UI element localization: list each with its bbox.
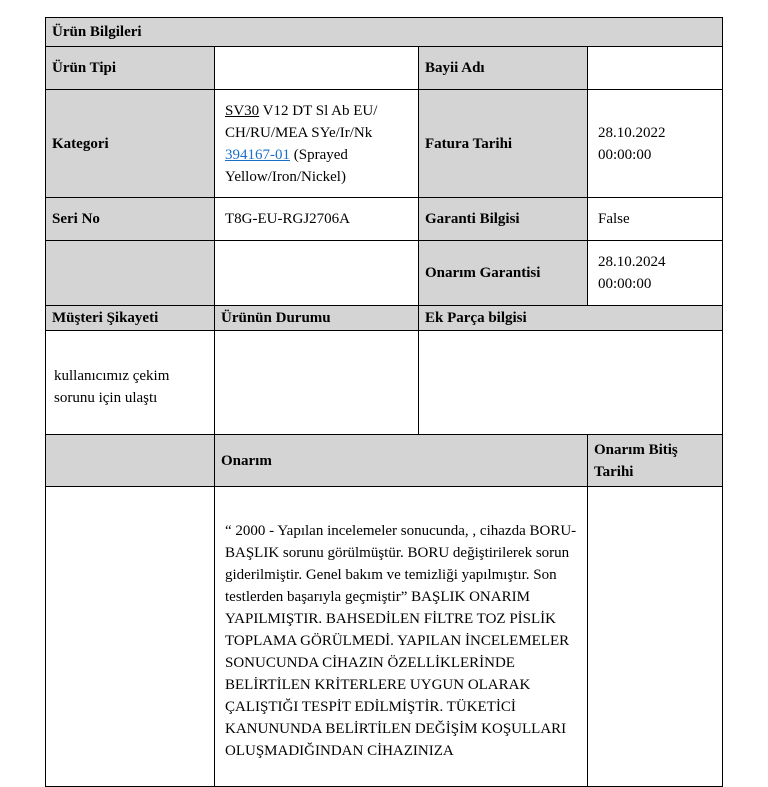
empty-header-cell: [46, 435, 215, 487]
product-info-table: [45, 17, 723, 787]
value-urun-tipi: [215, 47, 419, 90]
value-garanti-bilgisi: False: [588, 198, 723, 241]
label-kategori: Kategori: [46, 90, 215, 198]
value-onarim-bitis-tarihi: [588, 487, 723, 787]
value-fatura-tarihi: 28.10.2022 00:00:00: [588, 90, 723, 198]
value-bayii-adi: [588, 47, 723, 90]
label-fatura-tarihi: Fatura Tarihi: [419, 90, 588, 198]
label-garanti-bilgisi: Garanti Bilgisi: [419, 198, 588, 241]
label-bayii-adi: Bayii Adı: [419, 47, 588, 90]
label-onarim-garantisi: Onarım Garantisi: [419, 241, 588, 306]
label-onarim-bitis-tarihi: Onarım Bitiş Tarihi: [588, 435, 723, 487]
label-onarim: Onarım: [215, 435, 588, 487]
label-urunun-durumu: Ürünün Durumu: [215, 306, 419, 331]
section-title: Ürün Bilgileri: [46, 18, 723, 47]
value-kategori: [215, 90, 419, 198]
kategori-code: SV30: [225, 102, 260, 119]
value-musteri-sikayeti: kullanıcımız çekim sorunu için ulaştı: [46, 331, 215, 435]
value-urunun-durumu: [215, 331, 419, 435]
product-info-document: [45, 17, 722, 787]
value-onarim: “ 2000 - Yapılan incelemeler sonucunda, , cihazda BORU-BAŞLIK sorunu görülmüştür. BORU değiştirilerek sorun giderilmiştir. Genel bakım ve temizliği yapılmıştır. Son testlerden başarıyla geçmiştir” BAŞLIK ONARIM YAPILMIŞTIR. BAHSEDİLEN FİLTRE TOZ PİSLİK TOPLAMA GÖRÜLMEDİ. YAPILAN İNCELEMELER SONUCUNDA CİHAZIN ÖZELLİKLERİNDE BELİRTİLEN KRİTERLERE UYGUN OLARAK ÇALIŞTIĞI TESPİT EDİLMİŞTİR. TÜKETİCİ KANUNUNDA BELİRTİLEN DEĞİŞİM KOŞULLARI OLUŞMADIĞINDAN CİHAZINIZA: [215, 487, 588, 787]
kategori-suffix: (Sprayed Yellow/Iron/Nickel): [225, 146, 348, 185]
value-ek-parca: [419, 331, 723, 435]
label-ek-parca: Ek Parça bilgisi: [419, 306, 723, 331]
label-seri-no: Seri No: [46, 198, 215, 241]
value-seri-no: T8G-EU-RGJ2706A: [215, 198, 419, 241]
kategori-link[interactable]: 394167-01: [225, 146, 290, 163]
label-urun-tipi: Ürün Tipi: [46, 47, 215, 90]
empty-label-cell: [46, 241, 215, 306]
empty-value-cell: [215, 241, 419, 306]
empty-onarim-cell: [46, 487, 215, 787]
value-onarim-garantisi: 28.10.2024 00:00:00: [588, 241, 723, 306]
kategori-text: V12 DT Sl Ab EU/ CH/RU/MEA SYe/Ir/Nk: [225, 102, 378, 141]
label-musteri-sikayeti: Müşteri Şikayeti: [46, 306, 215, 331]
